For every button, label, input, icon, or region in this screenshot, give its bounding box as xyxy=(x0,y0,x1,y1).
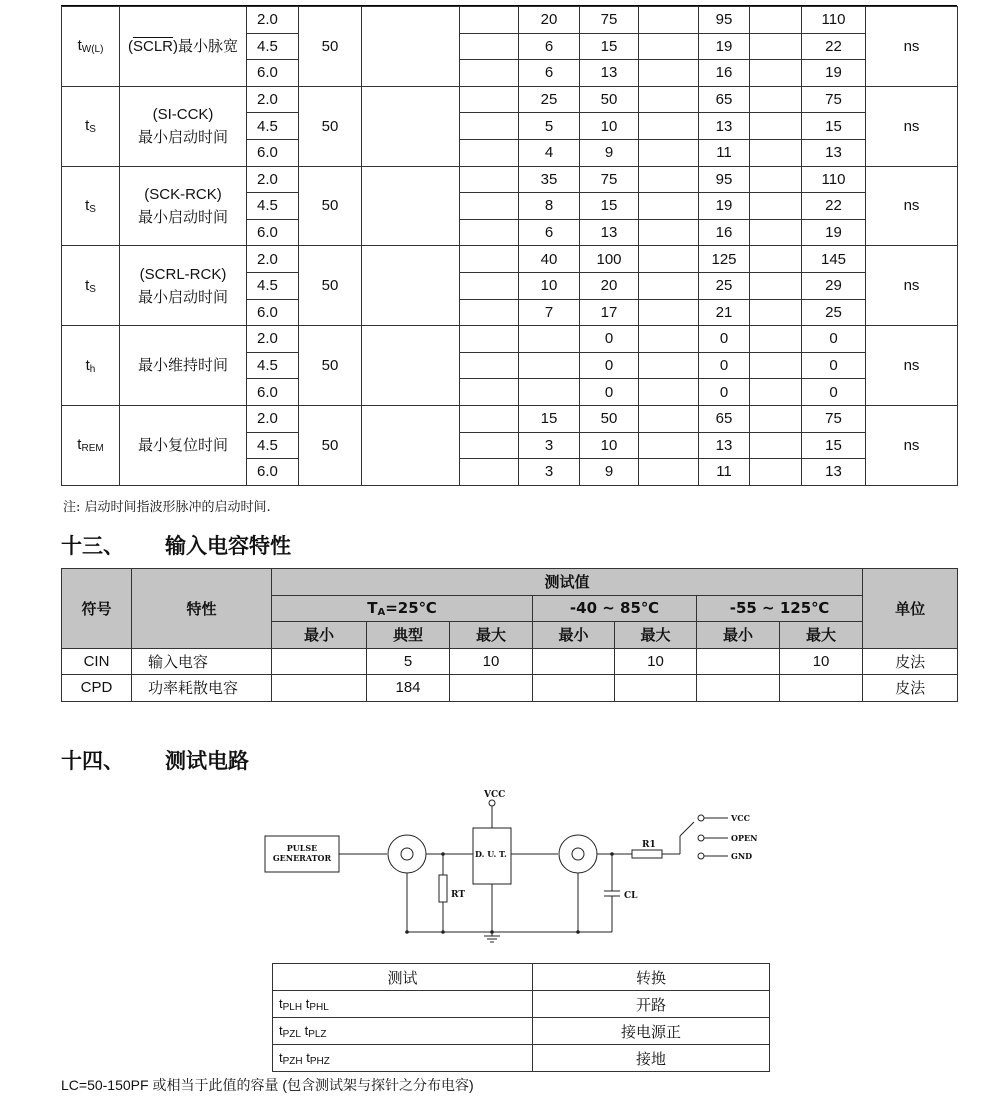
vcc-value: 6.0 xyxy=(247,379,299,406)
header-unit: 单位 xyxy=(863,569,958,649)
timing-table xyxy=(61,6,958,486)
section-14-number: 十四、 xyxy=(61,749,124,773)
value-b: 50 xyxy=(580,405,639,432)
value-c: 11 xyxy=(699,459,750,486)
empty-cell xyxy=(460,7,519,34)
header-characteristic: 特性 xyxy=(132,569,272,649)
vcc-value: 6.0 xyxy=(247,459,299,486)
unit-value: ns xyxy=(866,7,958,87)
value-d: 13 xyxy=(802,459,866,486)
value-b: 0 xyxy=(580,352,639,379)
timing-row xyxy=(62,405,958,432)
value-a: 20 xyxy=(519,7,580,34)
capacitance-table xyxy=(61,568,958,702)
switch-value: 接电源正 xyxy=(533,1018,770,1045)
param-sub: PHZ xyxy=(309,1055,330,1067)
empty-cell xyxy=(362,166,460,246)
value-b: 10 xyxy=(580,432,639,459)
cap-row xyxy=(62,675,958,702)
switch-test-params xyxy=(273,991,533,1018)
section-13-heading xyxy=(61,530,291,560)
cap-min xyxy=(272,648,367,675)
empty-cell xyxy=(639,459,699,486)
param-symbol-t: t xyxy=(77,37,82,55)
probe-2-inner xyxy=(572,848,584,860)
header-ta-post: =25℃ xyxy=(385,598,437,617)
value-c: 65 xyxy=(699,86,750,113)
param-symbol-t: t xyxy=(85,356,90,374)
value-b: 100 xyxy=(580,246,639,273)
switch-lever xyxy=(680,822,694,836)
unit-value: ns xyxy=(866,326,958,406)
header-max: 最大 xyxy=(615,622,697,649)
param-symbol xyxy=(62,86,120,166)
empty-cell xyxy=(750,326,802,353)
probe-1-outer xyxy=(388,835,426,873)
value-c: 16 xyxy=(699,60,750,87)
empty-cell xyxy=(460,60,519,87)
param-description xyxy=(120,86,247,166)
vcc-value: 4.5 xyxy=(247,352,299,379)
timing-row xyxy=(62,166,958,193)
value-c: 16 xyxy=(699,219,750,246)
param-symbol xyxy=(62,246,120,326)
unit-value: ns xyxy=(866,86,958,166)
section-14-title: 测试电路 xyxy=(165,749,249,773)
empty-cell xyxy=(750,459,802,486)
cap-symbol: CIN xyxy=(62,648,132,675)
vcc-value: 2.0 xyxy=(247,326,299,353)
value-b: 10 xyxy=(580,113,639,140)
desc-post: )最小脉宽 xyxy=(173,37,238,55)
rt-label: RT xyxy=(451,890,466,900)
cap-characteristic: 功率耗散电容 xyxy=(132,675,272,702)
cap-typ: 5 xyxy=(367,648,450,675)
value-d: 75 xyxy=(802,86,866,113)
empty-cell xyxy=(639,113,699,140)
empty-cell xyxy=(460,219,519,246)
empty-cell xyxy=(750,113,802,140)
empty-cell xyxy=(362,246,460,326)
empty-cell xyxy=(460,405,519,432)
switch-contact-open xyxy=(698,835,704,841)
empty-cell xyxy=(362,326,460,406)
desc-overline: SCLR xyxy=(132,37,173,55)
pulse-label-2: GENERATOR xyxy=(272,853,332,863)
header-max: 最大 xyxy=(780,622,863,649)
vcc-value: 6.0 xyxy=(247,60,299,87)
param-symbol-sub: S xyxy=(89,203,96,215)
switch-row xyxy=(273,1045,770,1072)
section-13-title: 输入电容特性 xyxy=(165,534,291,558)
param-t: t xyxy=(279,1049,283,1065)
param-t: t xyxy=(302,1049,310,1065)
empty-cell xyxy=(362,7,460,87)
header-ta-25 xyxy=(272,595,533,622)
empty-cell xyxy=(460,113,519,140)
unit-value: ns xyxy=(866,246,958,326)
cap-r2-min xyxy=(697,648,780,675)
vcc-value: 2.0 xyxy=(247,246,299,273)
value-a: 6 xyxy=(519,60,580,87)
empty-cell xyxy=(750,60,802,87)
value-d: 0 xyxy=(802,352,866,379)
value-a: 6 xyxy=(519,219,580,246)
cl-value: 50 xyxy=(299,246,362,326)
empty-cell xyxy=(460,246,519,273)
value-a: 5 xyxy=(519,113,580,140)
empty-cell xyxy=(639,139,699,166)
param-symbol-sub: REM xyxy=(81,443,104,455)
value-c: 13 xyxy=(699,432,750,459)
value-c: 19 xyxy=(699,193,750,220)
header-ta-t: T xyxy=(367,598,378,617)
param-t: t xyxy=(300,1022,309,1038)
param-symbol-t: t xyxy=(77,436,82,454)
cl-value: 50 xyxy=(299,326,362,406)
empty-cell xyxy=(639,219,699,246)
vcc-value: 4.5 xyxy=(247,193,299,220)
value-c: 95 xyxy=(699,166,750,193)
header-test-value: 测试值 xyxy=(272,569,863,596)
value-c: 0 xyxy=(699,379,750,406)
cl-label: CL xyxy=(624,891,638,901)
switch-header-switch: 转换 xyxy=(533,964,770,991)
desc-pre: ( xyxy=(127,37,133,55)
switch-open-label: OPEN xyxy=(731,833,758,843)
empty-cell xyxy=(750,405,802,432)
switch-vcc-label: VCC xyxy=(731,813,750,823)
value-c: 11 xyxy=(699,139,750,166)
value-b: 15 xyxy=(580,193,639,220)
empty-cell xyxy=(362,86,460,166)
cl-value: 50 xyxy=(299,7,362,87)
value-a xyxy=(519,379,580,406)
empty-cell xyxy=(639,379,699,406)
vcc-value: 4.5 xyxy=(247,33,299,60)
param-t: t xyxy=(279,1022,283,1038)
table-note: 注: 启动时间指波形脉冲的启动时间. xyxy=(63,500,271,515)
param-sub: PZH xyxy=(282,1055,303,1067)
empty-cell xyxy=(750,33,802,60)
switch-contact-gnd xyxy=(698,853,704,859)
param-symbol-sub: W(L) xyxy=(81,44,104,56)
desc-line: 最小启动时间 xyxy=(137,208,228,226)
value-a: 35 xyxy=(519,166,580,193)
header-range-1: -40 ~ 85℃ xyxy=(533,595,697,622)
param-symbol xyxy=(62,326,120,406)
empty-cell xyxy=(460,33,519,60)
cap-max: 10 xyxy=(450,648,533,675)
cap-r1-max: 10 xyxy=(615,648,697,675)
value-a xyxy=(519,352,580,379)
header-min: 最小 xyxy=(533,622,615,649)
value-d: 15 xyxy=(802,113,866,140)
empty-cell xyxy=(639,193,699,220)
param-symbol-sub: S xyxy=(89,124,96,136)
desc-line: (SI-CCK) xyxy=(152,106,214,124)
cap-typ: 184 xyxy=(367,675,450,702)
empty-cell xyxy=(460,326,519,353)
cap-characteristic: 输入电容 xyxy=(132,648,272,675)
value-c: 0 xyxy=(699,352,750,379)
resistor-r1 xyxy=(632,850,662,858)
cap-r1-max xyxy=(615,675,697,702)
empty-cell xyxy=(460,352,519,379)
value-d: 29 xyxy=(802,272,866,299)
empty-cell xyxy=(750,86,802,113)
empty-cell xyxy=(460,166,519,193)
section-14-heading xyxy=(61,745,249,775)
empty-cell xyxy=(750,432,802,459)
probe-2-outer xyxy=(559,835,597,873)
empty-cell xyxy=(362,405,460,485)
header-min: 最小 xyxy=(697,622,780,649)
switch-value: 开路 xyxy=(533,991,770,1018)
value-d: 110 xyxy=(802,166,866,193)
param-description xyxy=(120,7,247,87)
param-symbol-sub: h xyxy=(89,363,96,375)
value-d: 22 xyxy=(802,193,866,220)
cap-max xyxy=(450,675,533,702)
param-symbol-t: t xyxy=(85,196,90,214)
switch-header-test: 测试 xyxy=(273,964,533,991)
value-c: 19 xyxy=(699,33,750,60)
empty-cell xyxy=(750,219,802,246)
value-b: 75 xyxy=(580,7,639,34)
header-ta-sub: A xyxy=(377,606,386,618)
unit-value: ns xyxy=(866,405,958,485)
vcc-value: 6.0 xyxy=(247,219,299,246)
vcc-value: 6.0 xyxy=(247,139,299,166)
empty-cell xyxy=(639,299,699,326)
empty-cell xyxy=(639,86,699,113)
vcc-value: 2.0 xyxy=(247,405,299,432)
vcc-terminal xyxy=(489,800,495,806)
cap-row xyxy=(62,648,958,675)
value-d: 13 xyxy=(802,139,866,166)
empty-cell xyxy=(750,299,802,326)
empty-cell xyxy=(750,352,802,379)
switch-row xyxy=(273,1018,770,1045)
cl-value: 50 xyxy=(299,166,362,246)
header-max: 最大 xyxy=(450,622,533,649)
timing-row xyxy=(62,7,958,34)
value-a: 7 xyxy=(519,299,580,326)
empty-cell xyxy=(750,7,802,34)
value-d: 0 xyxy=(802,379,866,406)
param-sub: PLZ xyxy=(308,1028,327,1040)
value-a: 25 xyxy=(519,86,580,113)
vcc-top-label: VCC xyxy=(484,790,506,800)
param-description xyxy=(120,166,247,246)
vcc-value: 2.0 xyxy=(247,7,299,34)
value-d: 19 xyxy=(802,219,866,246)
value-b: 15 xyxy=(580,33,639,60)
resistor-rt xyxy=(439,875,447,902)
cap-r1-min xyxy=(533,648,615,675)
param-description xyxy=(120,405,247,485)
value-c: 0 xyxy=(699,326,750,353)
value-a: 10 xyxy=(519,272,580,299)
cl-value: 50 xyxy=(299,405,362,485)
value-d: 15 xyxy=(802,432,866,459)
value-c: 21 xyxy=(699,299,750,326)
vcc-value: 2.0 xyxy=(247,86,299,113)
param-sub: PZL xyxy=(282,1028,301,1040)
switch-row xyxy=(273,991,770,1018)
empty-cell xyxy=(460,193,519,220)
cap-unit: 皮法 xyxy=(863,648,958,675)
footnote: LC=50-150PF 或相当于此值的容量 (包含测试架与探针之分布电容) xyxy=(61,1077,474,1093)
value-b: 0 xyxy=(580,326,639,353)
value-a: 8 xyxy=(519,193,580,220)
value-b: 75 xyxy=(580,166,639,193)
param-symbol xyxy=(62,405,120,485)
empty-cell xyxy=(460,432,519,459)
empty-cell xyxy=(639,60,699,87)
value-d: 110 xyxy=(802,7,866,34)
value-c: 13 xyxy=(699,113,750,140)
empty-cell xyxy=(750,139,802,166)
value-b: 0 xyxy=(580,379,639,406)
dut-label: D. U. T. xyxy=(475,849,507,859)
vcc-value: 4.5 xyxy=(247,432,299,459)
section-13-number: 十三、 xyxy=(61,534,124,558)
value-a: 15 xyxy=(519,405,580,432)
r1-label: R1 xyxy=(642,840,656,850)
value-a xyxy=(519,326,580,353)
header-symbol: 符号 xyxy=(62,569,132,649)
header-min: 最小 xyxy=(272,622,367,649)
value-a: 6 xyxy=(519,33,580,60)
value-d: 25 xyxy=(802,299,866,326)
vcc-value: 6.0 xyxy=(247,299,299,326)
empty-cell xyxy=(750,166,802,193)
value-b: 13 xyxy=(580,219,639,246)
switch-test-params xyxy=(273,1045,533,1072)
timing-row xyxy=(62,86,958,113)
vcc-value: 4.5 xyxy=(247,113,299,140)
switch-table xyxy=(272,963,770,1072)
empty-cell xyxy=(639,405,699,432)
param-description xyxy=(120,326,247,406)
value-c: 65 xyxy=(699,405,750,432)
probe-1-inner xyxy=(401,848,413,860)
value-d: 19 xyxy=(802,60,866,87)
value-a: 3 xyxy=(519,459,580,486)
value-c: 125 xyxy=(699,246,750,273)
empty-cell xyxy=(639,7,699,34)
empty-cell xyxy=(639,432,699,459)
cl-value: 50 xyxy=(299,86,362,166)
desc-line: 最小启动时间 xyxy=(137,288,228,306)
empty-cell xyxy=(460,139,519,166)
value-b: 13 xyxy=(580,60,639,87)
empty-cell xyxy=(750,379,802,406)
param-symbol xyxy=(62,7,120,87)
switch-value: 接地 xyxy=(533,1045,770,1072)
desc-line: 最小维持时间 xyxy=(137,357,228,375)
empty-cell xyxy=(460,299,519,326)
param-symbol-sub: S xyxy=(89,283,96,295)
cap-unit: 皮法 xyxy=(863,675,958,702)
empty-cell xyxy=(639,326,699,353)
value-d: 145 xyxy=(802,246,866,273)
cap-r1-min xyxy=(533,675,615,702)
empty-cell xyxy=(639,166,699,193)
empty-cell xyxy=(460,459,519,486)
value-b: 20 xyxy=(580,272,639,299)
empty-cell xyxy=(639,246,699,273)
param-t: t xyxy=(279,995,283,1011)
pulse-label-1: PULSE xyxy=(286,843,318,853)
unit-value: ns xyxy=(866,166,958,246)
param-description xyxy=(120,246,247,326)
empty-cell xyxy=(750,272,802,299)
value-b: 17 xyxy=(580,299,639,326)
param-symbol xyxy=(62,166,120,246)
empty-cell xyxy=(460,272,519,299)
value-a: 4 xyxy=(519,139,580,166)
vcc-value: 2.0 xyxy=(247,166,299,193)
cap-r2-min xyxy=(697,675,780,702)
timing-row xyxy=(62,326,958,353)
empty-cell xyxy=(639,272,699,299)
cap-r2-max: 10 xyxy=(780,648,863,675)
desc-line: (SCK-RCK) xyxy=(144,185,222,203)
value-c: 25 xyxy=(699,272,750,299)
cap-min xyxy=(272,675,367,702)
value-a: 40 xyxy=(519,246,580,273)
value-b: 9 xyxy=(580,139,639,166)
cap-symbol: CPD xyxy=(62,675,132,702)
param-symbol-t: t xyxy=(85,276,90,294)
vcc-value: 4.5 xyxy=(247,272,299,299)
param-t: t xyxy=(302,995,310,1011)
test-circuit-diagram xyxy=(262,786,762,954)
desc-line: (SCRL-RCK) xyxy=(139,265,227,283)
value-d: 75 xyxy=(802,405,866,432)
param-symbol-t: t xyxy=(85,117,90,135)
value-d: 22 xyxy=(802,33,866,60)
header-range-2: -55 ~ 125℃ xyxy=(697,595,863,622)
value-d: 0 xyxy=(802,326,866,353)
empty-cell xyxy=(460,86,519,113)
switch-contact-vcc xyxy=(698,815,704,821)
empty-cell xyxy=(750,193,802,220)
empty-cell xyxy=(750,246,802,273)
value-b: 50 xyxy=(580,86,639,113)
timing-row xyxy=(62,246,958,273)
header-typ: 典型 xyxy=(367,622,450,649)
empty-cell xyxy=(639,352,699,379)
desc-line: 最小启动时间 xyxy=(137,129,228,147)
empty-cell xyxy=(639,33,699,60)
value-a: 3 xyxy=(519,432,580,459)
value-c: 95 xyxy=(699,7,750,34)
desc-line: 最小复位时间 xyxy=(137,436,228,454)
value-b: 9 xyxy=(580,459,639,486)
cap-r2-max xyxy=(780,675,863,702)
switch-gnd-label: GND xyxy=(731,851,753,861)
param-sub: PHL xyxy=(309,1001,329,1013)
switch-test-params xyxy=(273,1018,533,1045)
param-sub: PLH xyxy=(282,1001,303,1013)
empty-cell xyxy=(460,379,519,406)
